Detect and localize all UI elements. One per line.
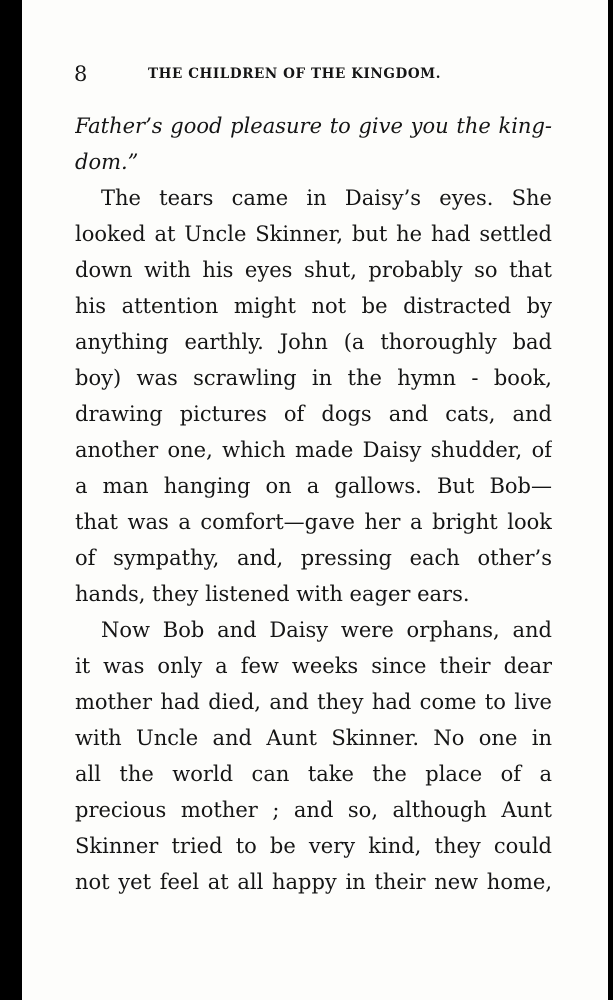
paragraph-first-line: Now Bob and Daisy were orphans, and xyxy=(101,618,552,642)
text-line: boy) was scrawling in the hymn - book, xyxy=(75,366,552,390)
page-header xyxy=(74,62,554,86)
text-line: of sympathy, and, pressing each other’s xyxy=(75,546,552,570)
text-line: not yet feel at all happy in their new home, xyxy=(75,870,552,894)
text-line: Skinner tried to be very kind, they could xyxy=(75,834,552,858)
text-line: anything earthly. John (a thoroughly bad xyxy=(75,330,552,354)
text-line: precious mother ; and so, although Aunt xyxy=(75,798,552,822)
text-line: down with his eyes shut, probably so that xyxy=(75,258,552,282)
text-line: it was only a few weeks since their dear xyxy=(75,654,552,678)
text-line: with Uncle and Aunt Skinner. No one in xyxy=(75,726,552,750)
page-number: 8 xyxy=(74,62,88,86)
text-line: another one, which made Daisy shudder, of xyxy=(75,438,552,462)
text-line: hands, they listened with eager ears. xyxy=(75,582,470,606)
paragraph-first-line: The tears came in Daisy’s eyes. She xyxy=(101,186,552,210)
text-line: all the world can take the place of a xyxy=(75,762,552,786)
book-page xyxy=(22,0,608,1000)
text-line: his attention might not be distracted by xyxy=(75,294,552,318)
running-title: THE CHILDREN OF THE KINGDOM. xyxy=(148,66,442,82)
text-line: looked at Uncle Skinner, but he had settled xyxy=(75,222,552,246)
text-line: a man hanging on a gallows. But Bob— xyxy=(75,474,552,498)
text-line: mother had died, and they had come to live xyxy=(75,690,552,714)
text-line: that was a comfort—gave her a bright look xyxy=(75,510,552,534)
body-text xyxy=(75,108,552,900)
text-line: Father’s good pleasure to give you the king- xyxy=(75,114,552,138)
text-line: dom.” xyxy=(75,150,139,174)
text-line: drawing pictures of dogs and cats, and xyxy=(75,402,552,426)
